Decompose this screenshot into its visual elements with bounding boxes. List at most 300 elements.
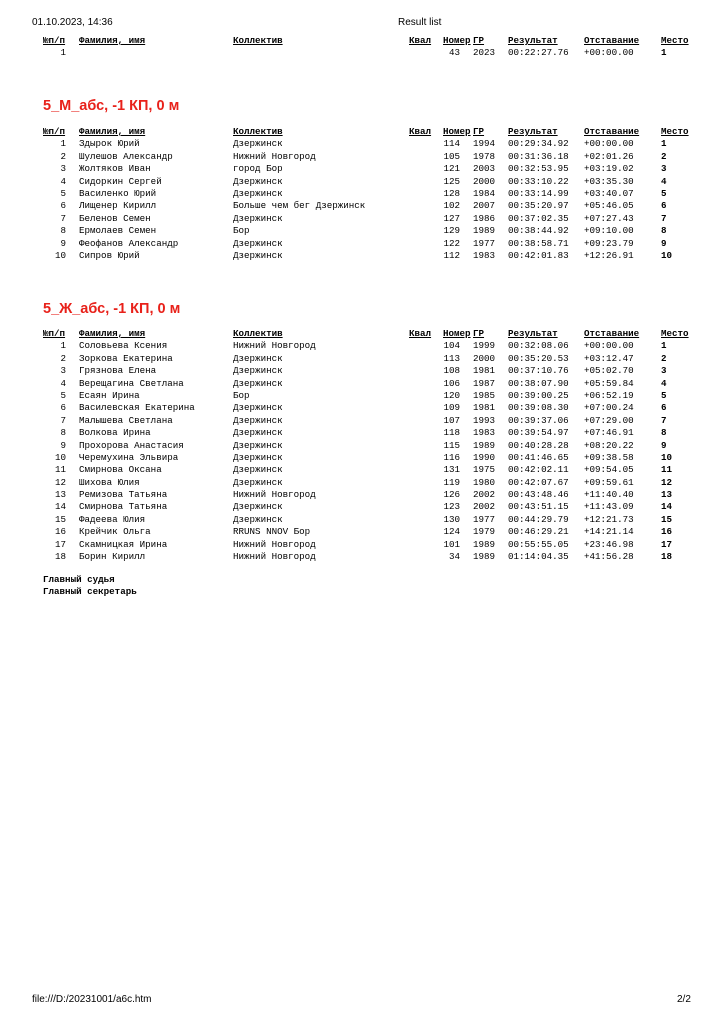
cell-gap: +09:54.05 — [584, 464, 634, 476]
column-header-name: Фамилия, имя — [79, 126, 146, 137]
cell-num: 1 — [60, 340, 66, 352]
table-header — [43, 35, 693, 47]
cell-team: Дзержинск — [233, 402, 283, 414]
cell-year: 1978 — [473, 150, 496, 162]
cell-bib: 124 — [443, 526, 460, 538]
cell-year: 1993 — [473, 414, 496, 426]
cell-team: Нижний Новгород — [233, 538, 316, 550]
column-header-year: ГР — [473, 328, 485, 339]
table-row — [43, 452, 693, 464]
cell-name: Грязнова Елена — [79, 365, 157, 377]
cell-result: 00:42:07.67 — [508, 476, 569, 488]
cell-place: 12 — [661, 476, 673, 488]
cell-name: Лищенер Кирилл — [79, 200, 157, 212]
cell-gap: +12:26.91 — [584, 249, 634, 261]
cell-team: Дзержинск — [233, 138, 283, 150]
table-row — [43, 477, 693, 489]
table-row — [43, 238, 693, 250]
cell-team: Дзержинск — [233, 414, 283, 426]
cell-name: Верещагина Светлана — [79, 377, 184, 389]
table-row — [43, 514, 693, 526]
cell-bib: 120 — [443, 389, 460, 401]
cell-name: Жолтяков Иван — [79, 163, 151, 175]
table-row — [43, 402, 693, 414]
cell-gap: +14:21.14 — [584, 526, 634, 538]
cell-place: 1 — [661, 340, 667, 352]
cell-num: 18 — [54, 551, 66, 563]
cell-result: 00:42:02.11 — [508, 464, 569, 476]
cell-num: 11 — [54, 464, 66, 476]
cell-num: 3 — [60, 365, 66, 377]
cell-year: 1994 — [473, 138, 496, 150]
column-header-place: Место — [661, 328, 689, 339]
cell-gap: +07:27.43 — [584, 212, 634, 224]
cell-name: Крейчик Ольга — [79, 526, 151, 538]
cell-bib: 116 — [443, 451, 460, 463]
cell-team: Бор — [233, 225, 250, 237]
cell-name: Фадеева Юлия — [79, 513, 146, 525]
column-header-gap: Отставание — [584, 328, 640, 339]
cell-num: 8 — [60, 427, 66, 439]
table-row — [43, 151, 693, 163]
cell-year: 1983 — [473, 249, 496, 261]
cell-num: 5 — [60, 389, 66, 401]
table-header — [43, 126, 693, 138]
column-header-gap: Отставание — [584, 35, 640, 46]
cell-team: Дзержинск — [233, 352, 283, 364]
cell-place: 13 — [661, 489, 673, 501]
column-header-kval: Квал — [409, 328, 432, 339]
cell-gap: +09:59.61 — [584, 476, 634, 488]
cell-place: 6 — [661, 200, 667, 212]
cell-bib: 106 — [443, 377, 460, 389]
cell-gap: +11:43.09 — [584, 501, 634, 513]
cell-num: 8 — [60, 225, 66, 237]
cell-bib: 130 — [443, 513, 460, 525]
cell-year: 1975 — [473, 464, 496, 476]
cell-name: Прохорова Анастасия — [79, 439, 184, 451]
cell-year: 1980 — [473, 476, 496, 488]
cell-year: 2003 — [473, 163, 496, 175]
results-table-m — [43, 126, 693, 262]
cell-name: Волкова Ирина — [79, 427, 151, 439]
cell-place: 3 — [661, 163, 667, 175]
cell-gap: +07:29.00 — [584, 414, 634, 426]
column-header-kval: Квал — [409, 126, 432, 137]
cell-result: 00:31:36.18 — [508, 150, 569, 162]
cell-bib: 109 — [443, 402, 460, 414]
cell-gap: +23:46.98 — [584, 538, 634, 550]
cell-result: 00:41:46.65 — [508, 451, 569, 463]
table-row — [43, 501, 693, 513]
cell-team: Дзержинск — [233, 377, 283, 389]
cell-team: Нижний Новгород — [233, 150, 316, 162]
cell-bib: 114 — [443, 138, 460, 150]
column-header-bib: Номер — [443, 328, 471, 339]
cell-gap: +03:12.47 — [584, 352, 634, 364]
cell-num: 10 — [54, 451, 66, 463]
print-page-number: 2/2 — [677, 994, 691, 1005]
cell-num: 9 — [60, 237, 66, 249]
cell-year: 1987 — [473, 377, 496, 389]
cell-result: 00:38:07.90 — [508, 377, 569, 389]
cell-num: 4 — [60, 377, 66, 389]
cell-result: 00:39:54.97 — [508, 427, 569, 439]
cell-team: Дзержинск — [233, 464, 283, 476]
cell-team: Дзержинск — [233, 175, 283, 187]
cell-bib: 34 — [448, 551, 460, 563]
cell-num: 1 — [60, 47, 66, 59]
cell-result: 00:37:02.35 — [508, 212, 569, 224]
column-header-bib: Номер — [443, 126, 471, 137]
table-row — [43, 225, 693, 237]
cell-year: 1977 — [473, 513, 496, 525]
cell-place: 2 — [661, 352, 667, 364]
cell-name: Шулешов Александр — [79, 150, 173, 162]
column-header-kval: Квал — [409, 35, 432, 46]
cell-name: Борин Кирилл — [79, 551, 146, 563]
cell-place: 1 — [661, 138, 667, 150]
cell-name: Малышева Светлана — [79, 414, 173, 426]
cell-year: 2007 — [473, 200, 496, 212]
cell-team: город Бор — [233, 163, 283, 175]
cell-num: 12 — [54, 476, 66, 488]
cell-place: 10 — [661, 249, 673, 261]
cell-result: 00:39:08.30 — [508, 402, 569, 414]
cell-name: Василевская Екатерина — [79, 402, 195, 414]
cell-num: 6 — [60, 402, 66, 414]
cell-gap: +05:46.05 — [584, 200, 634, 212]
cell-team: Дзержинск — [233, 513, 283, 525]
table-row — [43, 415, 693, 427]
cell-team: Дзержинск — [233, 501, 283, 513]
cell-result: 00:22:27.76 — [508, 47, 569, 59]
cell-num: 13 — [54, 489, 66, 501]
cell-gap: +09:10.00 — [584, 225, 634, 237]
cell-team: Дзержинск — [233, 212, 283, 224]
cell-num: 1 — [60, 138, 66, 150]
cell-team: Нижний Новгород — [233, 340, 316, 352]
cell-result: 01:14:04.35 — [508, 551, 569, 563]
cell-bib: 105 — [443, 150, 460, 162]
cell-year: 2002 — [473, 501, 496, 513]
cell-gap: +00:00.00 — [584, 47, 634, 59]
cell-team: Дзержинск — [233, 451, 283, 463]
group-title-m: 5_М_абс, -1 КП, 0 м — [43, 98, 180, 114]
cell-name: Зоркова Екатерина — [79, 352, 173, 364]
cell-result: 00:29:34.92 — [508, 138, 569, 150]
cell-place: 11 — [661, 464, 673, 476]
cell-year: 1989 — [473, 538, 496, 550]
table-row — [43, 526, 693, 538]
cell-bib: 128 — [443, 187, 460, 199]
cell-name: Смирнова Татьяна — [79, 501, 168, 513]
column-header-num: №п/п — [43, 126, 66, 137]
cell-result: 00:55:55.05 — [508, 538, 569, 550]
cell-team: Дзержинск — [233, 476, 283, 488]
cell-bib: 123 — [443, 501, 460, 513]
cell-place: 6 — [661, 402, 667, 414]
table-row — [43, 47, 693, 59]
cell-gap: +12:21.73 — [584, 513, 634, 525]
cell-result: 00:33:10.22 — [508, 175, 569, 187]
cell-bib: 121 — [443, 163, 460, 175]
cell-gap: +00:00.00 — [584, 138, 634, 150]
print-file-path: file:///D:/20231001/a6c.htm — [32, 994, 152, 1005]
cell-team: Нижний Новгород — [233, 489, 316, 501]
column-header-gap: Отставание — [584, 126, 640, 137]
column-header-result: Результат — [508, 126, 558, 137]
column-header-num: №п/п — [43, 328, 66, 339]
cell-team: Дзержинск — [233, 237, 283, 249]
column-header-name: Фамилия, имя — [79, 328, 146, 339]
cell-num: 17 — [54, 538, 66, 550]
cell-bib: 119 — [443, 476, 460, 488]
cell-year: 1989 — [473, 439, 496, 451]
cell-year: 1984 — [473, 187, 496, 199]
column-header-place: Место — [661, 126, 689, 137]
cell-place: 9 — [661, 439, 667, 451]
cell-year: 1979 — [473, 526, 496, 538]
cell-place: 5 — [661, 187, 667, 199]
cell-bib: 125 — [443, 175, 460, 187]
column-header-result: Результат — [508, 35, 558, 46]
cell-team: Нижний Новгород — [233, 551, 316, 563]
cell-name: Феофанов Александр — [79, 237, 179, 249]
cell-gap: +03:40.07 — [584, 187, 634, 199]
cell-name: Сипров Юрий — [79, 249, 140, 261]
cell-place: 7 — [661, 414, 667, 426]
cell-gap: +11:40.40 — [584, 489, 634, 501]
cell-name: Смирнова Оксана — [79, 464, 162, 476]
results-table-0 — [43, 35, 693, 60]
cell-num: 16 — [54, 526, 66, 538]
cell-gap: +09:23.79 — [584, 237, 634, 249]
cell-place: 16 — [661, 526, 673, 538]
cell-place: 15 — [661, 513, 673, 525]
cell-gap: +02:01.26 — [584, 150, 634, 162]
cell-result: 00:42:01.83 — [508, 249, 569, 261]
cell-place: 10 — [661, 451, 673, 463]
cell-year: 2000 — [473, 352, 496, 364]
cell-bib: 115 — [443, 439, 460, 451]
cell-bib: 101 — [443, 538, 460, 550]
cell-name: Черемухина Эльвира — [79, 451, 179, 463]
cell-year: 2023 — [473, 47, 496, 59]
cell-gap: +06:52.19 — [584, 389, 634, 401]
cell-team: Дзержинск — [233, 249, 283, 261]
cell-place: 14 — [661, 501, 673, 513]
cell-result: 00:39:37.06 — [508, 414, 569, 426]
print-title: Result list — [398, 17, 442, 28]
cell-year: 1981 — [473, 402, 496, 414]
print-datetime: 01.10.2023, 14:36 — [32, 17, 113, 28]
cell-year: 1981 — [473, 365, 496, 377]
cell-result: 00:38:58.71 — [508, 237, 569, 249]
table-row — [43, 200, 693, 212]
cell-name: Скамницкая Ирина — [79, 538, 168, 550]
table-row — [43, 213, 693, 225]
cell-result: 00:44:29.79 — [508, 513, 569, 525]
cell-result: 00:38:44.92 — [508, 225, 569, 237]
cell-year: 1989 — [473, 551, 496, 563]
cell-year: 1983 — [473, 427, 496, 439]
cell-num: 3 — [60, 163, 66, 175]
cell-year: 2002 — [473, 489, 496, 501]
chief-secretary-label: Главный секретарь — [43, 586, 137, 598]
cell-num: 10 — [54, 249, 66, 261]
table-row — [43, 440, 693, 452]
table-row — [43, 365, 693, 377]
cell-result: 00:40:28.28 — [508, 439, 569, 451]
cell-num: 7 — [60, 212, 66, 224]
table-row — [43, 489, 693, 501]
cell-gap: +08:20.22 — [584, 439, 634, 451]
column-header-team: Коллектив — [233, 35, 283, 46]
table-row — [43, 539, 693, 551]
cell-result: 00:39:00.25 — [508, 389, 569, 401]
cell-num: 7 — [60, 414, 66, 426]
cell-place: 8 — [661, 427, 667, 439]
cell-year: 2000 — [473, 175, 496, 187]
cell-result: 00:37:10.76 — [508, 365, 569, 377]
column-header-place: Место — [661, 35, 689, 46]
cell-name: Шихова Юлия — [79, 476, 140, 488]
cell-gap: +07:00.24 — [584, 402, 634, 414]
cell-name: Здырок Юрий — [79, 138, 140, 150]
cell-place: 2 — [661, 150, 667, 162]
table-row — [43, 188, 693, 200]
table-row — [43, 176, 693, 188]
cell-bib: 43 — [448, 47, 460, 59]
table-row — [43, 551, 693, 563]
cell-gap: +00:00.00 — [584, 340, 634, 352]
cell-place: 5 — [661, 389, 667, 401]
table-header — [43, 328, 693, 340]
cell-num: 5 — [60, 187, 66, 199]
cell-team: Дзержинск — [233, 365, 283, 377]
cell-num: 14 — [54, 501, 66, 513]
cell-place: 3 — [661, 365, 667, 377]
cell-place: 8 — [661, 225, 667, 237]
cell-name: Василенко Юрий — [79, 187, 157, 199]
cell-bib: 104 — [443, 340, 460, 352]
cell-result: 00:43:51.15 — [508, 501, 569, 513]
cell-team: RRUNS NNOV Бор — [233, 526, 311, 538]
cell-year: 1986 — [473, 212, 496, 224]
cell-place: 9 — [661, 237, 667, 249]
group-title-w: 5_Ж_абс, -1 КП, 0 м — [43, 301, 181, 317]
table-row — [43, 250, 693, 262]
cell-bib: 107 — [443, 414, 460, 426]
cell-place: 4 — [661, 175, 667, 187]
cell-bib: 126 — [443, 489, 460, 501]
cell-bib: 131 — [443, 464, 460, 476]
cell-place: 1 — [661, 47, 667, 59]
cell-year: 1999 — [473, 340, 496, 352]
cell-result: 00:46:29.21 — [508, 526, 569, 538]
table-row — [43, 390, 693, 402]
cell-name: Соловьева Ксения — [79, 340, 168, 352]
cell-place: 7 — [661, 212, 667, 224]
cell-num: 4 — [60, 175, 66, 187]
cell-year: 1977 — [473, 237, 496, 249]
cell-bib: 127 — [443, 212, 460, 224]
cell-team: Больше чем бег Дзержинск — [233, 200, 366, 212]
table-row — [43, 378, 693, 390]
cell-bib: 102 — [443, 200, 460, 212]
column-header-bib: Номер — [443, 35, 471, 46]
cell-bib: 108 — [443, 365, 460, 377]
cell-gap: +07:46.91 — [584, 427, 634, 439]
results-table-w — [43, 328, 693, 563]
cell-team: Дзержинск — [233, 427, 283, 439]
cell-bib: 122 — [443, 237, 460, 249]
cell-num: 2 — [60, 150, 66, 162]
cell-result: 00:35:20.97 — [508, 200, 569, 212]
cell-gap: +03:35.30 — [584, 175, 634, 187]
cell-result: 00:32:08.06 — [508, 340, 569, 352]
cell-num: 6 — [60, 200, 66, 212]
cell-place: 18 — [661, 551, 673, 563]
cell-result: 00:43:48.46 — [508, 489, 569, 501]
cell-team: Дзержинск — [233, 439, 283, 451]
column-header-year: ГР — [473, 35, 485, 46]
cell-num: 2 — [60, 352, 66, 364]
table-row — [43, 464, 693, 476]
column-header-team: Коллектив — [233, 126, 283, 137]
cell-place: 4 — [661, 377, 667, 389]
table-row — [43, 138, 693, 150]
cell-name: Есаян Ирина — [79, 389, 140, 401]
cell-place: 17 — [661, 538, 673, 550]
cell-gap: +41:56.28 — [584, 551, 634, 563]
cell-num: 15 — [54, 513, 66, 525]
column-header-num: №п/п — [43, 35, 66, 46]
cell-result: 00:33:14.99 — [508, 187, 569, 199]
cell-name: Ремизова Татьяна — [79, 489, 168, 501]
cell-bib: 113 — [443, 352, 460, 364]
cell-team: Бор — [233, 389, 250, 401]
cell-gap: +05:59.84 — [584, 377, 634, 389]
cell-team: Дзержинск — [233, 187, 283, 199]
cell-result: 00:35:20.53 — [508, 352, 569, 364]
table-row — [43, 353, 693, 365]
cell-gap: +03:19.02 — [584, 163, 634, 175]
column-header-year: ГР — [473, 126, 485, 137]
table-row — [43, 163, 693, 175]
cell-year: 1985 — [473, 389, 496, 401]
cell-bib: 118 — [443, 427, 460, 439]
officials — [43, 574, 137, 599]
cell-gap: +09:38.58 — [584, 451, 634, 463]
cell-year: 1989 — [473, 225, 496, 237]
cell-num: 9 — [60, 439, 66, 451]
table-row — [43, 427, 693, 439]
cell-bib: 129 — [443, 225, 460, 237]
cell-name: Ермолаев Семен — [79, 225, 157, 237]
column-header-team: Коллектив — [233, 328, 283, 339]
cell-bib: 112 — [443, 249, 460, 261]
table-row — [43, 340, 693, 352]
column-header-result: Результат — [508, 328, 558, 339]
column-header-name: Фамилия, имя — [79, 35, 146, 46]
cell-gap: +05:02.70 — [584, 365, 634, 377]
cell-name: Сидоркин Сергей — [79, 175, 162, 187]
cell-year: 1990 — [473, 451, 496, 463]
chief-judge-label: Главный судья — [43, 574, 115, 585]
cell-result: 00:32:53.95 — [508, 163, 569, 175]
